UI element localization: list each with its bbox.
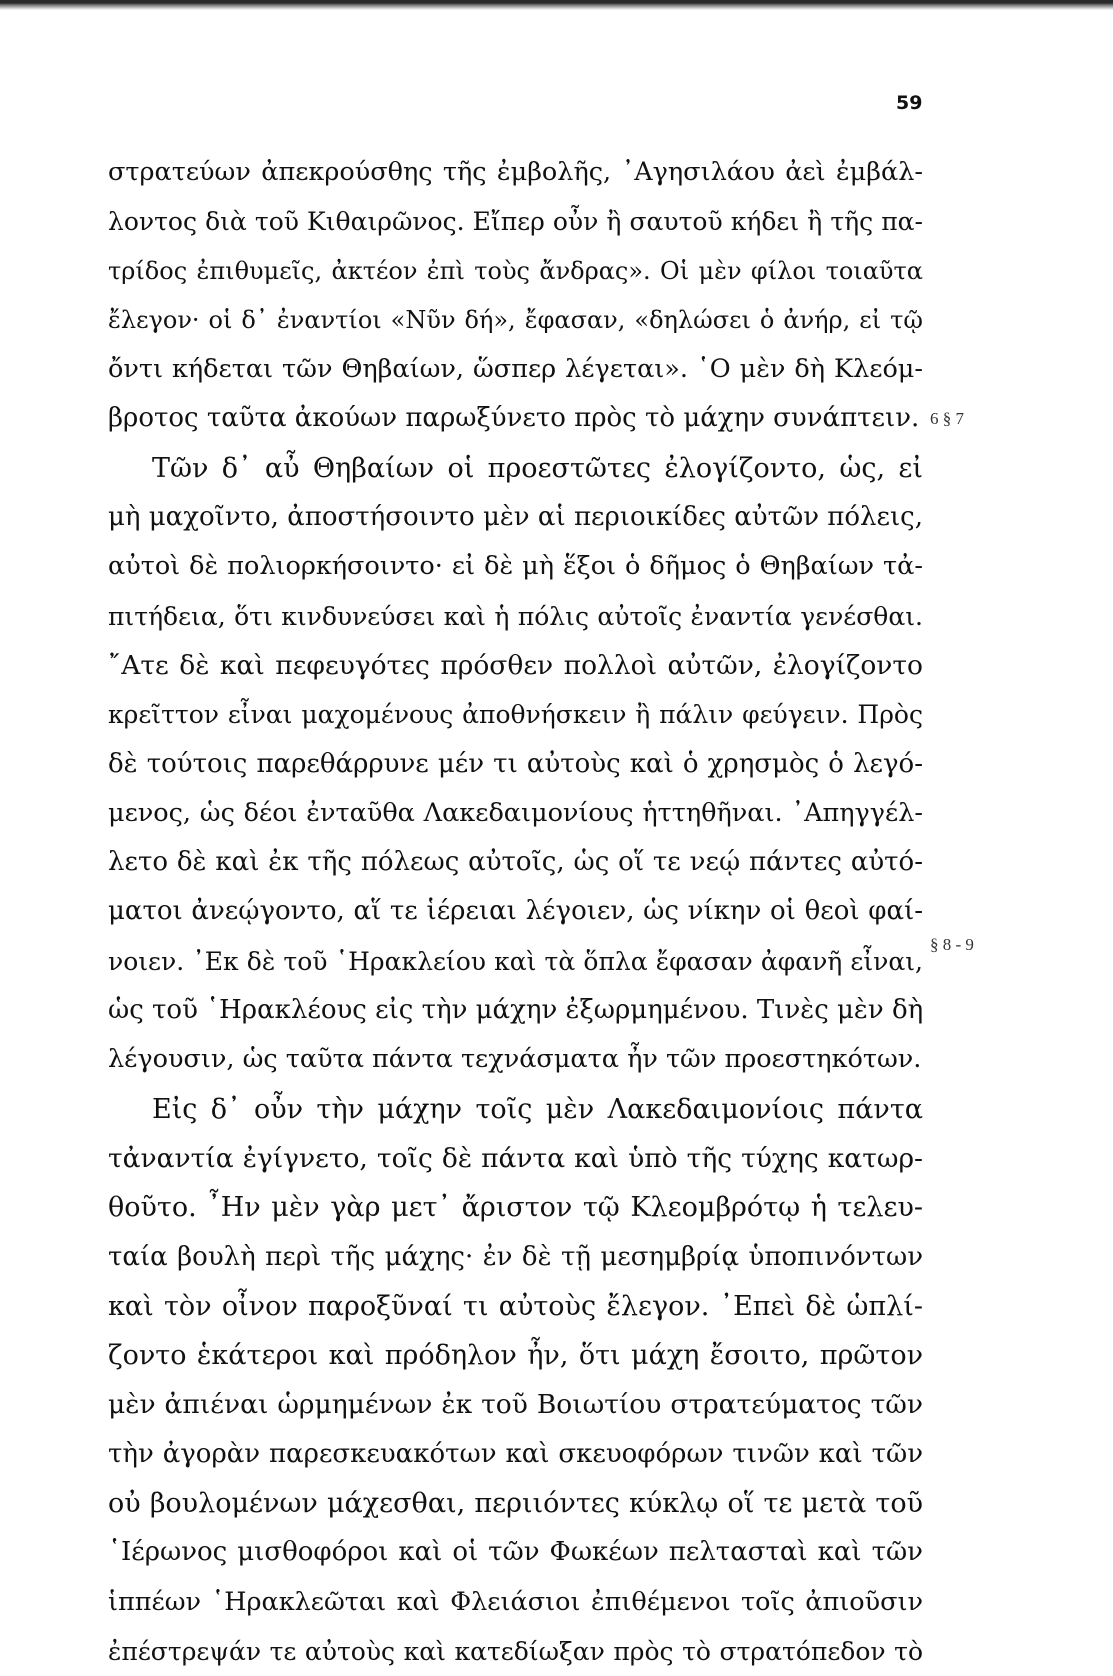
text-line: ἐπέστρεψάν τε αὐτοὺς καὶ κατεδίωξαν πρὸς τὸ στρατόπεδον τὸ [108,1636,923,1666]
text-line: κρεῖττον εἶναι μαχομένους ἀποθνήσκειν ἢ πάλιν φεύγειν. Πρὸς [108,700,923,730]
text-line: ἔλεγον· οἱ δ᾿ ἐναντίοι «Νῦν δή», ἔφασαν, «δηλώσει ὁ ἀνήρ, εἰ τῷ [108,305,923,334]
margin-note-section-8-9: § 8 - 9 [930,935,974,954]
body-text [108,148,923,1676]
text-line: οὐ βουλομένων μάχεσθαι, περιιόντες κύκλῳ οἵ τε μετὰ τοῦ [108,1488,923,1520]
paragraph-start-line: Εἰς δ᾿ οὖν τὴν μάχην τοῖς μὲν Λακεδαιμονίοις πάντα [152,1093,923,1125]
text-line: θοῦτο. ῏Ην μὲν γὰρ μετ᾿ ἄριστον τῷ Κλεομβρότῳ ἡ τελευ- [108,1192,923,1224]
text-line: λέγουσιν, ὡς ταῦτα πάντα τεχνάσματα ἦν τῶν προεστηκότων. [108,1044,922,1075]
text-line: βροτος ταῦτα ἀκούων παρωξύνετο πρὸς τὸ μάχην συνάπτειν. [108,403,920,434]
text-line: ὄντι κήδεται τῶν Θηβαίων, ὥσπερ λέγεται». ῾Ο μὲν δὴ Κλεόμ- [108,354,923,385]
text-line: αὐτοὶ δὲ πολιορκήσοιντο· εἰ δὲ μὴ ἕξοι ὁ δῆμος ὁ Θηβαίων τἀ- [108,551,923,582]
text-line: ῎Ατε δὲ καὶ πεφευγότες πρόσθεν πολλοὶ αὐτῶν, ἐλογίζοντο [108,649,923,681]
text-line: στρατεύων ἀπεκρούσθης τῆς ἐμβολῆς, ᾿Αγησιλάου ἀεὶ ἐμβάλ- [108,157,923,187]
text-line: δὲ τούτοις παρεθάρρυνε μέν τι αὐτοὺς καὶ ὁ χρησμὸς ὁ λεγό- [108,748,923,779]
top-edge-rule [0,0,1113,10]
text-line: μὴ μαχοῖντο, ἀποστήσοιντο μὲν αἱ περιοικίδες αὐτῶν πόλεις, [108,502,923,533]
text-line: τρίδος ἐπιθυμεῖς, ἀκτέον ἐπὶ τοὺς ἄνδρας». Οἱ μὲν φίλοι τοιαῦτα [108,256,923,285]
text-line: ὡς τοῦ ῾Ηρακλέους εἰς τὴν μάχην ἐξωρμημένου. Τινὲς μὲν δὴ [108,995,924,1026]
paragraph-start-line: Τῶν δ᾿ αὖ Θηβαίων οἱ προεστῶτες ἐλογίζοντο, ὡς, εἰ [152,452,923,484]
text-line: πιτήδεια, ὅτι κινδυνεύσει καὶ ἡ πόλις αὐτοῖς ἐναντία γενέσθαι. [108,601,923,631]
text-line: καὶ τὸν οἶνον παροξῦναί τι αὐτοὺς ἔλεγον. ᾿Επεὶ δὲ ὡπλί- [108,1290,923,1322]
text-line: νοιεν. ᾿Εκ δὲ τοῦ ῾Ηρακλείου καὶ τὰ ὅπλα ἔφασαν ἀφανῆ εἶναι, [108,946,923,976]
text-line: ταία βουλὴ περὶ τῆς μάχης· ἐν δὲ τῇ μεσημβρίᾳ ὑποπινόντων [108,1241,923,1272]
text-line: ῾Ιέρωνος μισθοφόροι καὶ οἱ τῶν Φωκέων πελτασταὶ καὶ τῶν [108,1537,923,1568]
text-line: ἱππέων ῾Ηρακλεῶται καὶ Φλειάσιοι ἐπιθέμενοι τοῖς ἀπιοῦσιν [108,1586,923,1617]
text-line: τὴν ἀγορὰν παρεσκευακότων καὶ σκευοφόρων τινῶν καὶ τῶν [108,1438,923,1469]
text-line: λοντος διὰ τοῦ Κιθαιρῶνος. Εἴπερ οὖν ἢ σαυτοῦ κήδει ἢ τῆς πα- [108,207,923,237]
text-line: τἀναντία ἐγίγνετο, τοῖς δὲ πάντα καὶ ὑπὸ τῆς τύχης κατωρ- [108,1142,923,1174]
text-line: ματοι ἀνεῴγοντο, αἵ τε ἱέρειαι λέγοιεν, ὡς νίκην οἱ θεοὶ φαί- [108,896,923,927]
page-number: 59 [896,92,923,114]
margin-note-section-6-7: 6 § 7 [930,409,964,428]
text-line: μὲν ἀπιέναι ὡρμημένων ἐκ τοῦ Βοιωτίου στρατεύματος τῶν [108,1389,923,1421]
text-line: λετο δὲ καὶ ἐκ τῆς πόλεως αὐτοῖς, ὡς οἵ τε νεῴ πάντες αὐτό- [108,847,923,878]
text-line: ζοντο ἑκάτεροι καὶ πρόδηλον ἦν, ὅτι μάχη ἔσοιτο, πρῶτον [108,1340,923,1372]
text-line: μενος, ὡς δέοι ἐνταῦθα Λακεδαιμονίους ἡττηθῆναι. ᾿Απηγγέλ- [108,797,923,828]
